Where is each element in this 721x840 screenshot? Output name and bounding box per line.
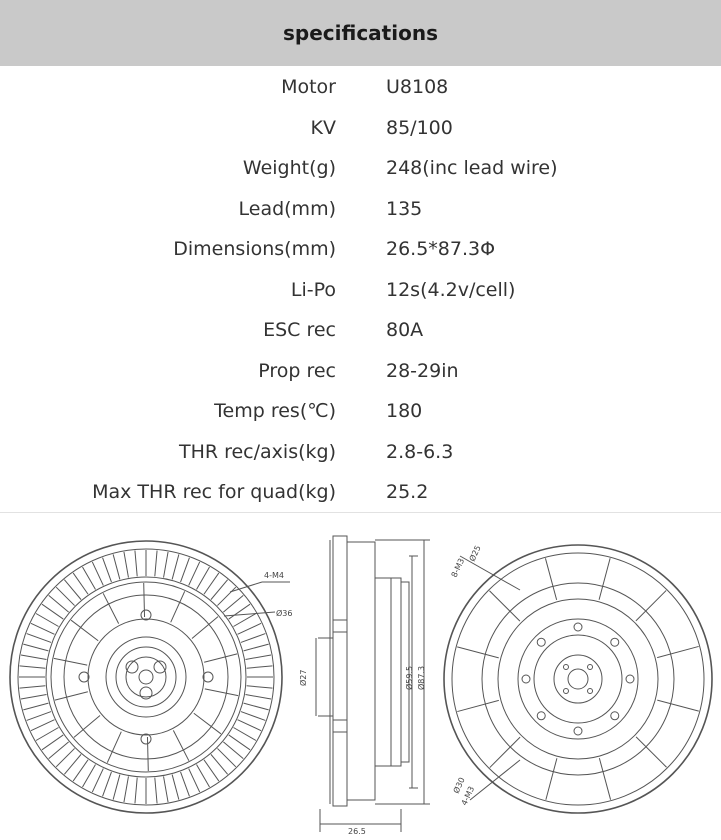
drawing-line: [21, 655, 47, 660]
spec-label: Max THR rec for quad(kg): [92, 481, 336, 503]
spec-row: [0, 188, 721, 229]
spec-label: Motor: [281, 76, 336, 98]
drawing-line: [241, 712, 265, 721]
spec-value: U8108: [386, 76, 449, 98]
drawing-line: [49, 742, 69, 759]
spec-row: [0, 66, 721, 107]
drawing-line: [657, 646, 699, 657]
divider: [0, 512, 721, 513]
drawing-line: [164, 776, 169, 802]
drawing-line: [599, 558, 610, 600]
drawing-line: [217, 587, 235, 605]
spec-label: KV: [310, 116, 336, 139]
spec-value: 12s(4.2v/cell): [386, 278, 516, 301]
spec-label: Dimensions(mm): [173, 238, 336, 260]
spec-value: 135: [386, 197, 423, 220]
spec-value: 180: [386, 400, 423, 422]
drawing-line: [238, 720, 262, 731]
side-outer-dia: Ø87.3: [417, 665, 426, 690]
mounting-hole: [574, 623, 582, 631]
spec-value: 26.5*87.3Φ: [386, 238, 496, 260]
drawing-line: [103, 593, 118, 623]
drawing-line: [245, 655, 271, 660]
drawing-line: [64, 580, 81, 600]
spec-label: Li-Po: [290, 278, 336, 301]
drawing-line: [205, 689, 238, 696]
drawing-line: [204, 573, 219, 594]
right-bottom-note: 4-M3: [459, 784, 477, 807]
mounting-hole: [537, 638, 545, 646]
drawing-line: [546, 758, 557, 800]
drawing-line: [171, 591, 185, 622]
drawing-line: [197, 764, 210, 787]
drawing-line: [223, 742, 243, 759]
drawing-line: [73, 760, 88, 781]
drawing-line: [599, 758, 610, 800]
drawing-line: [457, 647, 499, 658]
drawing-line: [247, 666, 273, 668]
drawing-line: [92, 562, 103, 586]
drawing-line: [164, 552, 169, 578]
right-view-drawing: [444, 545, 712, 813]
mounting-hole: [588, 664, 593, 669]
right-top-note: 8-M3: [449, 556, 467, 579]
side-shaft-dia: Ø27: [299, 669, 308, 686]
spec-row: [0, 471, 721, 512]
spec-row: [0, 309, 721, 350]
drawing-line: [217, 748, 235, 766]
mounting-hole: [537, 712, 545, 720]
drawing-line: [244, 703, 269, 710]
drawing-line: [147, 737, 148, 771]
spec-row: [0, 390, 721, 431]
spec-header: [0, 0, 721, 66]
drawing-line: [21, 695, 47, 700]
drawing-line: [55, 692, 88, 700]
drawing-line: [113, 554, 120, 579]
drawing-line: [197, 567, 210, 590]
left-pcd-label: Ø36: [276, 609, 293, 618]
spec-row: [0, 228, 721, 269]
drawing-line: [124, 552, 129, 578]
drawing-line: [144, 583, 145, 617]
mounting-holes: [522, 623, 634, 735]
drawing-line: [54, 658, 87, 665]
drawing-line: [19, 666, 45, 668]
drawing-line: [92, 769, 103, 793]
drawing-line: [56, 587, 74, 605]
spec-label: Prop rec: [258, 359, 336, 382]
drawing-line: [233, 728, 256, 741]
drawing-line: [36, 728, 59, 741]
spec-table: [0, 66, 721, 512]
mounting-hole: [611, 712, 619, 720]
drawing-line: [42, 735, 63, 750]
cooling-fins: [19, 550, 273, 804]
drawing-line: [135, 778, 137, 804]
drawing-line: [27, 712, 51, 721]
mounting-hole: [611, 638, 619, 646]
drawing-line: [657, 700, 699, 711]
drawing-line: [247, 686, 273, 688]
drawing-line: [189, 769, 200, 793]
drawing-line: [229, 604, 250, 619]
drawing-line: [31, 623, 55, 634]
drawing-line: [23, 703, 48, 710]
drawing-line: [211, 754, 228, 774]
spec-row: [0, 107, 721, 148]
drawing-line: [204, 654, 237, 662]
drawing-line: [241, 634, 265, 643]
mounting-hole: [563, 689, 568, 694]
drawing-line: [23, 644, 48, 651]
drawing-line: [172, 554, 179, 579]
drawing-line: [545, 558, 556, 600]
mounting-hole: [574, 727, 582, 735]
drawing-line: [457, 700, 499, 711]
mounting-hole: [563, 664, 568, 669]
spec-value: 25.2: [386, 481, 429, 503]
drawing-line: [64, 754, 81, 774]
drawing-line: [223, 595, 243, 612]
drawing-line: [204, 760, 219, 781]
drawing-line: [56, 748, 74, 766]
drawing-line: [155, 778, 157, 804]
drawing-line: [181, 558, 190, 582]
spec-label: THR rec/axis(kg): [178, 440, 336, 463]
right-bottom-pcd: Ø30: [451, 776, 467, 795]
drawing-line: [42, 604, 63, 619]
spec-value: 85/100: [386, 116, 453, 139]
drawing-line: [27, 634, 51, 643]
drawing-line: [31, 720, 55, 731]
drawing-line: [189, 562, 200, 586]
drawing-line: [229, 735, 250, 750]
spec-row: [0, 350, 721, 391]
left-hole-note: 4-M4: [264, 571, 284, 580]
drawing-line: [113, 775, 120, 800]
right-top-pcd: Ø25: [467, 544, 483, 563]
drawing-line: [124, 776, 129, 802]
mounting-hole: [626, 675, 634, 683]
drawing-line: [155, 550, 157, 576]
drawing-line: [211, 580, 228, 600]
drawing-line: [135, 550, 137, 576]
drawing-line: [49, 595, 69, 612]
spec-row: [0, 147, 721, 188]
drawing-line: [19, 686, 45, 688]
spec-label: ESC rec: [263, 319, 336, 341]
drawing-line: [181, 772, 190, 796]
drawing-line: [103, 558, 112, 582]
side-body-dia: Ø59.5: [405, 665, 414, 690]
spec-label: Weight(g): [242, 157, 336, 179]
spec-row: [0, 431, 721, 472]
spec-value: 80A: [386, 319, 424, 341]
drawing-line: [173, 730, 188, 760]
rotor-spokes: [54, 583, 238, 771]
mounting-hole: [588, 689, 593, 694]
drawing-line: [83, 764, 96, 787]
spec-value: 2.8-6.3: [386, 440, 454, 463]
drawing-line: [83, 567, 96, 590]
spec-value: 28-29in: [386, 359, 459, 382]
drawing-line: [107, 732, 121, 763]
spec-row: [0, 269, 721, 310]
motor-technical-drawing: [0, 520, 721, 840]
mounting-hole: [522, 675, 530, 683]
page-title: specifications: [283, 21, 438, 45]
spec-label: Lead(mm): [238, 197, 336, 220]
drawing-line: [103, 772, 112, 796]
drawing-line: [245, 695, 271, 700]
cooling-fins: [457, 558, 699, 800]
left-view-drawing: [10, 541, 293, 813]
drawing-line: [172, 775, 179, 800]
drawing-line: [36, 614, 59, 627]
drawing-line: [73, 573, 88, 594]
drawing-line: [244, 644, 269, 651]
spec-value: 248(inc lead wire): [386, 157, 558, 179]
spec-label: Temp res(℃): [214, 400, 336, 422]
drawing-line: [238, 623, 262, 634]
side-height: 26.5: [348, 827, 366, 836]
